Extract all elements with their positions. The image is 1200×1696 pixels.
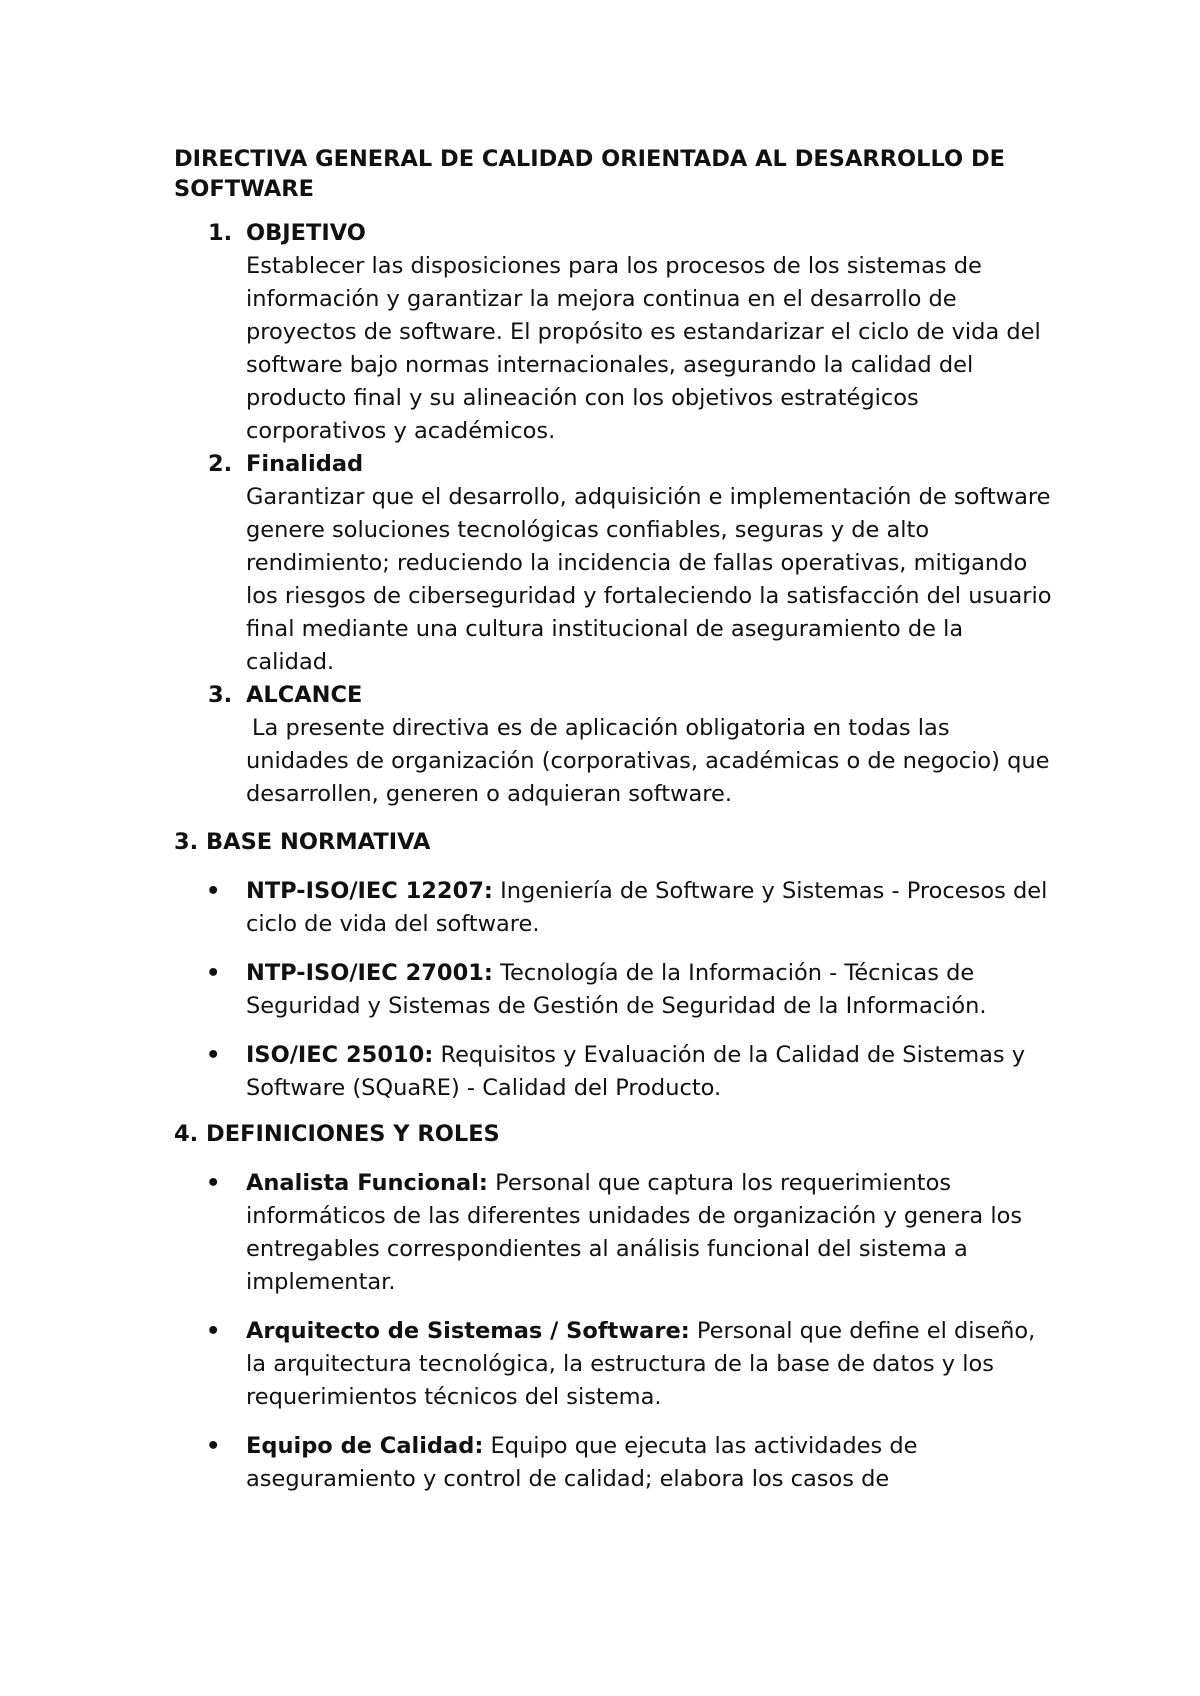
list-item: [174, 957, 1054, 1023]
section-number: 3.: [208, 682, 233, 708]
standard-name: NTP-ISO/IEC 12207:: [246, 878, 493, 904]
standard-description: Tecnología de la Información - Técnicas de Seguridad y Sistemas de Gestión de Seguridad de la Información.: [246, 960, 987, 1019]
section-body: Garantizar que el desarrollo, adquisición e implementación de software genere soluciones tecnológicas confiables, seguras y de alto rendimiento; reduciendo la incidencia de fallas operativas, mitigando los riesgos de ciberseguridad y fortaleciendo la satisfacción del usuario final mediante una cultura institucional de aseguramiento de la calidad.: [246, 484, 1052, 675]
bullet-icon: •: [206, 1170, 221, 1196]
bullet-icon: •: [206, 1318, 221, 1344]
section-heading: Finalidad: [246, 451, 364, 477]
document-page: [174, 144, 1054, 1496]
section-number: 2.: [208, 451, 233, 477]
list-item: [174, 875, 1054, 941]
base-normativa-list: [174, 875, 1054, 1105]
role-name: Arquitecto de Sistemas / Software:: [246, 1318, 690, 1344]
definiciones-list: [174, 1167, 1054, 1496]
definiciones-heading: 4. DEFINICIONES Y ROLES: [174, 1121, 500, 1147]
document-title: DIRECTIVA GENERAL DE CALIDAD ORIENTADA AL DESARROLLO DE SOFTWARE: [174, 146, 1006, 202]
standard-description: Ingeniería de Software y Sistemas - Procesos del ciclo de vida del software.: [246, 878, 1048, 937]
section-objetivo: [174, 217, 1054, 448]
base-normativa-heading: 3. BASE NORMATIVA: [174, 829, 431, 855]
role-name: Equipo de Calidad:: [246, 1433, 484, 1459]
standard-name: NTP-ISO/IEC 27001:: [246, 960, 493, 986]
list-item: [174, 1315, 1054, 1414]
list-item: [174, 1167, 1054, 1299]
numbered-sections: [174, 217, 1054, 811]
role-description: Equipo que ejecuta las actividades de aseguramiento y control de calidad; elabora los casos de: [246, 1433, 918, 1492]
bullet-icon: •: [206, 1433, 221, 1459]
section-finalidad: [174, 448, 1054, 679]
role-name: Analista Funcional:: [246, 1170, 488, 1196]
list-item: [174, 1039, 1054, 1105]
section-body: Establecer las disposiciones para los procesos de los sistemas de información y garantizar la mejora continua en el desarrollo de proyectos de software. El propósito es estandarizar el ciclo de vida del software bajo normas internacionales, asegurando la calidad del producto final y su alineación con los objetivos estratégicos corporativos y académicos.: [246, 253, 1041, 444]
standard-description: Requisitos y Evaluación de la Calidad de Sistemas y Software (SQuaRE) - Calidad del Producto.: [246, 1042, 1026, 1101]
standard-name: ISO/IEC 25010:: [246, 1042, 434, 1068]
bullet-icon: •: [206, 1042, 221, 1068]
role-description: Personal que captura los requerimientos informáticos de las diferentes unidades de organización y genera los entregables correspondientes al análisis funcional del sistema a implementar.: [246, 1170, 1023, 1295]
bullet-icon: •: [206, 960, 221, 986]
section-body: La presente directiva es de aplicación obligatoria en todas las unidades de organización (corporativas, académicas o de negocio) que desarrollen, generen o adquieran software.: [246, 715, 1050, 807]
section-number: 1.: [208, 220, 233, 246]
section-alcance: [174, 679, 1054, 811]
role-description: Personal que define el diseño, la arquitectura tecnológica, la estructura de la base de datos y los requerimientos técnicos del sistema.: [246, 1318, 1036, 1410]
bullet-icon: •: [206, 878, 221, 904]
section-heading: ALCANCE: [246, 682, 363, 708]
section-heading: OBJETIVO: [246, 220, 366, 246]
list-item: [174, 1430, 1054, 1496]
